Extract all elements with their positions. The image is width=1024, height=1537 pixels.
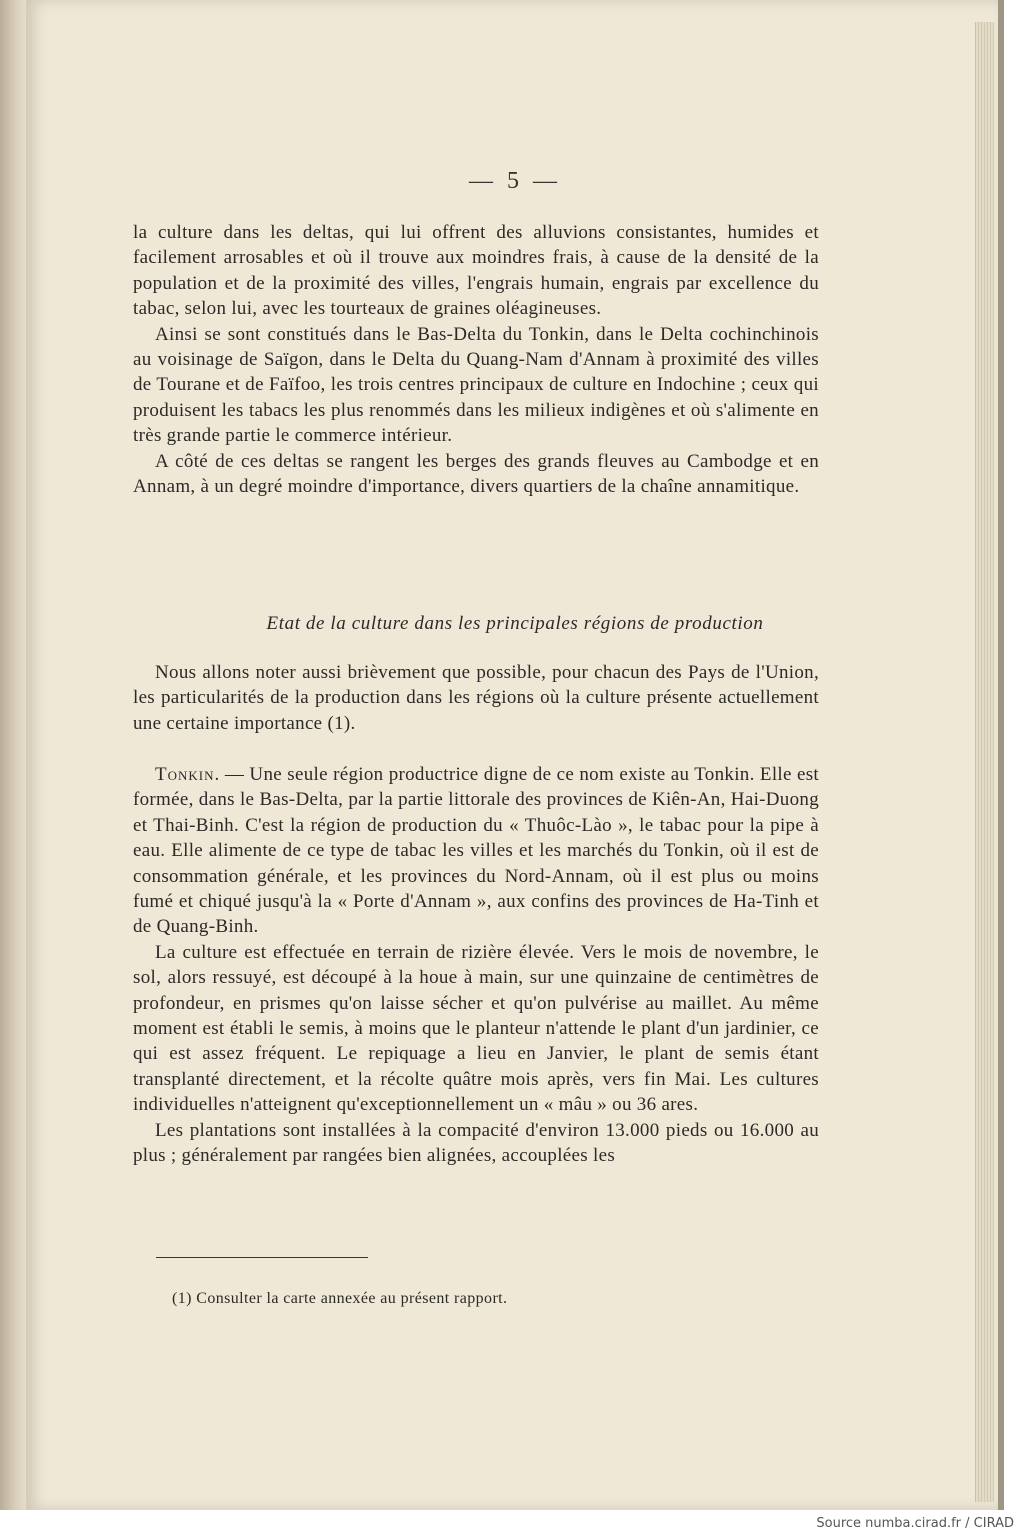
page-edge [975,22,994,1502]
paragraph: Les plantations sont installées à la compacité d'environ 13.000 pieds ou 16.000 au plus ; généralement par rangées bien alignées, accouplées les [133,1119,819,1167]
footnote-divider [156,1257,368,1258]
document-page [26,0,1004,1510]
tonkin-label: Tonkin [155,764,215,785]
body-text-intro [133,660,819,736]
paragraph: Nous allons noter aussi brièvement que possible, pour chacun des Pays de l'Union, les particularités de la production dans les régions où la culture présente actuellement une certaine importance (1). [133,662,819,734]
paragraph: A côté de ces deltas se rangent les berges des grands fleuves au Cambodge et en Annam, à un degré moindre d'importance, divers quartiers de la chaîne annamitique. [133,450,819,498]
tonkin-lead: . — Une seule région productrice digne de ce nom existe au Tonkin. Elle est formée, dans le Bas-Delta, par la partie littorale des provinces de Kiên-An, Hai-Duong et Thai-Binh. C'est la région de production du « Thuôc-Lào », le tabac pour la pipe à eau. Elle alimente de ce type de tabac les villes et les marchés du Tonkin, où il est de consommation générale, et les provinces du Nord-Annam, où il est plus ou moins fumé et chiqué jusqu'à la « Porte d'Annam », aux confins des provinces de Ha-Tinh et de Quang-Binh. [133,764,819,938]
section-heading: Etat de la culture dans les principales régions de production [266,613,764,634]
page-number: — 5 — [469,168,561,194]
book-spine [0,0,26,1510]
paragraph: La culture est effectuée en terrain de rizière élevée. Vers le mois de novembre, le sol, alors ressuyé, est découpé à la houe à main, sur une quinzaine de centimètres de profondeur, en prismes qu'on laisse sécher et qu'on pulvérise au maillet. Au même moment est établi le semis, à moins que le planteur n'attende le plant d'un jardinier, ce qui est assez fréquent. Le repiquage a lieu en Janvier, le plant de semis étant transplanté directement, et la récolte quâtre mois après, vers fin Mai. Les cultures individuelles n'atteignent qu'exceptionnellement un « mâu » ou 36 ares. [133,941,819,1116]
paragraph: la culture dans les deltas, qui lui offrent des alluvions consistantes, humides et facilement arrosables et où il trouve aux moindres frais, à cause de la densité de la population et de la proximité des villes, l'engrais humain, engrais par excellence du tabac, selon lui, avec les tourteaux de graines oléagineuses. [133,222,819,320]
paragraph: Ainsi se sont constitués dans le Bas-Delta du Tonkin, dans le Delta cochinchinois au voisinage de Saïgon, dans le Delta du Quang-Nam d'Annam à proximité des villes de Tourane et de Faïfoo, les trois centres principaux de culture en Indochine ; ceux qui produisent les tabacs les plus renommés dans les milieux indigènes et où s'alimente en très grande partie le commerce intérieur. [133,323,819,447]
body-text-top [133,220,819,499]
source-credit: Source numba.cirad.fr / CIRAD [816,1516,1014,1531]
footnote: (1) Consulter la carte annexée au présent rapport. [172,1290,508,1307]
body-text-tonkin [133,762,819,1169]
tonkin-paragraph [133,762,819,940]
